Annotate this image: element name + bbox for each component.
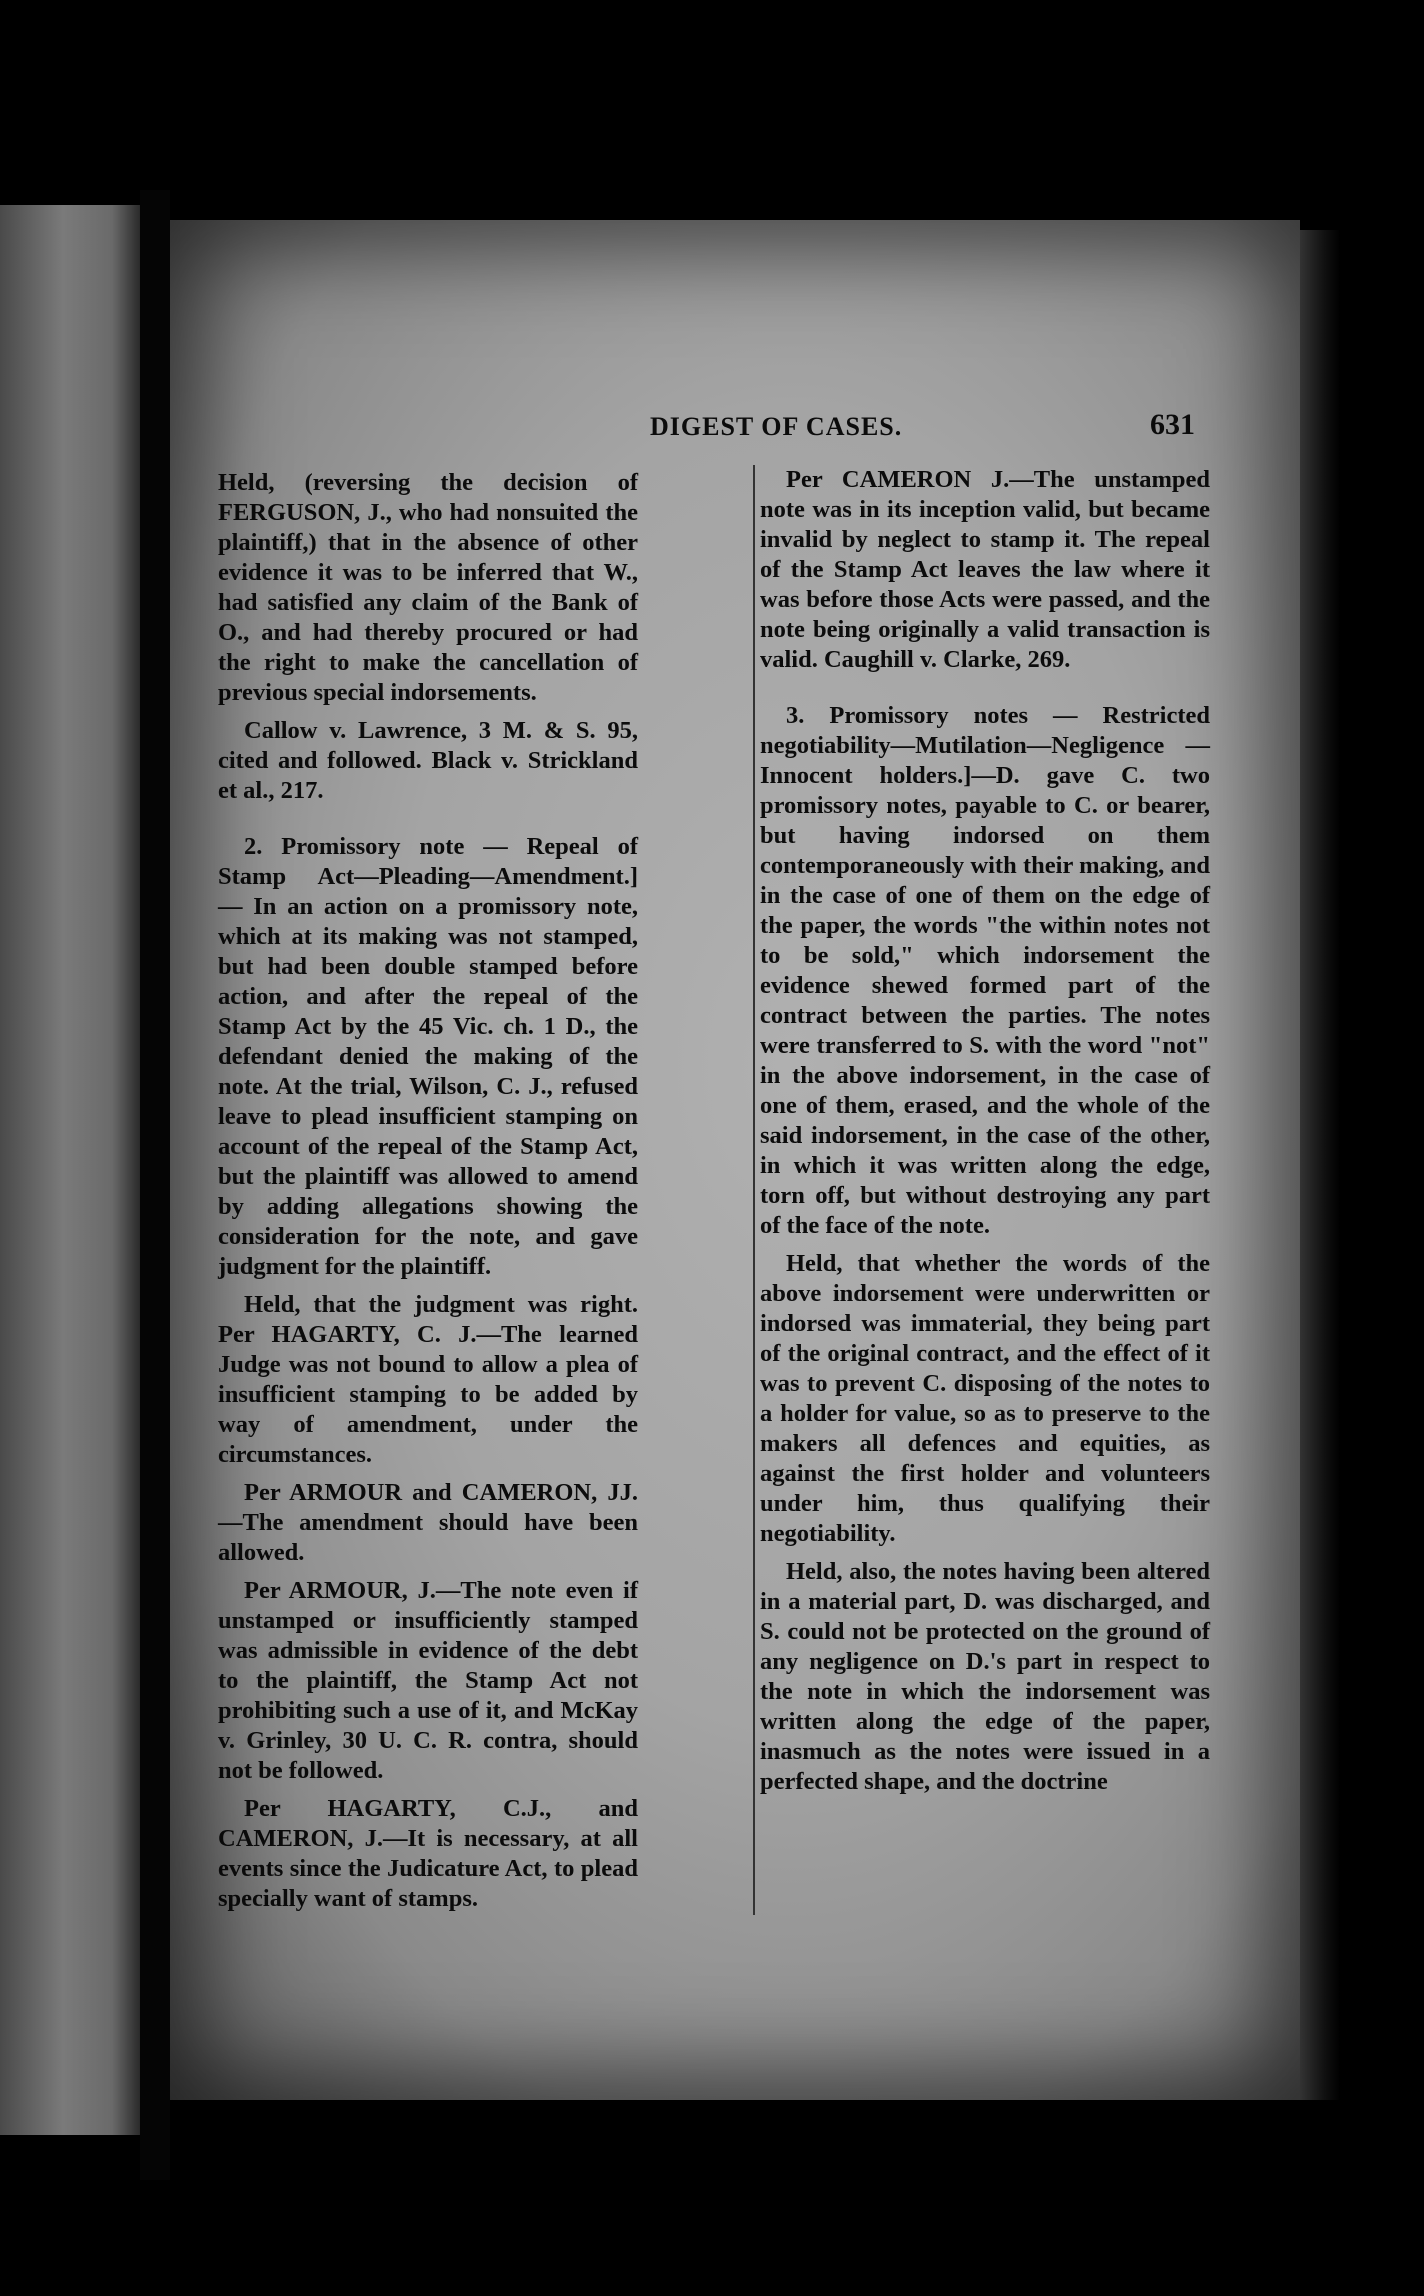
paragraph: Callow v. Lawrence, 3 M. & S. 95, cited and followed. Black v. Strickland et al., 217. [218, 717, 638, 804]
paragraph: Per CAMERON J.—The unstamped note was in its inception valid, but became invalid by neglect to stamp it. The repeal of the Stamp Act leaves the law where it was before those Acts were passed, and the note being originally a valid transaction is valid. Caughill v. Clarke, 269. [760, 466, 1210, 673]
paragraph: Held, (reversing the decision of FERGUSON, J., who had nonsuited the plaintiff,) that in the absence of other evidence it was to be inferred that W., had satisfied any claim of the Bank of O., and had thereby procured or had the right to make the cancellation of previous special indorsements. [218, 469, 638, 706]
book-page [170, 220, 1300, 2100]
paragraph: Per ARMOUR and CAMERON, JJ. —The amendment should have been allowed. [218, 1479, 638, 1566]
paragraph: 3. Promissory notes — Restricted negotiability—Mutilation—Negligence — Innocent holders.]—D. gave C. two promissory notes, payable to C. or bearer, but having indorsed on them contemporaneously with their making, and in the case of one of them on the edge of the paper, the words "the within notes not to be sold," which indorsement the evidence shewed formed part of the contract between the parties. The notes were transferred to S. with the word "not" in the above indorsement, in the case of one of them, erased, and the whole of the said indorsement, in the case of the other, in which it was written along the edge, torn off, but without destroying any part of the face of the note. [760, 702, 1210, 1239]
paragraph: Held, that whether the words of the above indorsement were underwritten or indorsed was immaterial, they being part of the original contract, and the effect of it was to prevent C. disposing of the notes to a holder for value, so as to preserve to the makers all defences and equities, as against the first holder and volunteers under him, thus qualifying their negotiability. [760, 1250, 1210, 1547]
paragraph: Held, also, the notes having been altered in a material part, D. was discharged, and S. could not be protected on the ground of any negligence on D.'s part in respect to the note in which the indorsement was written along the edge of the paper, inasmuch as the notes were issued in a perfected shape, and the doctrine [760, 1558, 1210, 1795]
column-divider [753, 465, 755, 1915]
paragraph: 2. Promissory note — Repeal of Stamp Act—Pleading—Amendment.] — In an action on a promissory note, which at its making was not stamped, but had been double stamped before action, and after the repeal of the Stamp Act by the 45 Vic. ch. 1 D., the defendant denied the making of the note. At the trial, Wilson, C. J., refused leave to plead insufficient stamping on account of the repeal of the Stamp Act, but the plaintiff was allowed to amend by adding allegations showing the consideration for the note, and gave judgment for the plaintiff. [218, 833, 638, 1280]
page-number: 631 [1150, 408, 1195, 441]
left-column [218, 468, 638, 1922]
paragraph: Per ARMOUR, J.—The note even if unstamped or insufficiently stamped was admissible in evidence of the debt to the plaintiff, the Stamp Act not prohibiting such a use of it, and McKay v. Grinley, 30 U. C. R. contra, should not be followed. [218, 1577, 638, 1784]
paragraph: Per HAGARTY, C.J., and CAMERON, J.—It is necessary, at all events since the Judicature Act, to plead specially want of stamps. [218, 1795, 638, 1912]
binding-gutter [140, 190, 170, 2180]
right-column [760, 465, 1210, 1805]
page-edge-shadow [1300, 230, 1340, 2100]
paragraph: Held, that the judgment was right. Per HAGARTY, C. J.—The learned Judge was not bound to allow a plea of insufficient stamping to be added by way of amendment, under the circumstances. [218, 1291, 638, 1468]
page-title: DIGEST OF CASES. [650, 412, 903, 441]
running-head [170, 408, 1300, 448]
facing-page-edge [0, 205, 140, 2135]
